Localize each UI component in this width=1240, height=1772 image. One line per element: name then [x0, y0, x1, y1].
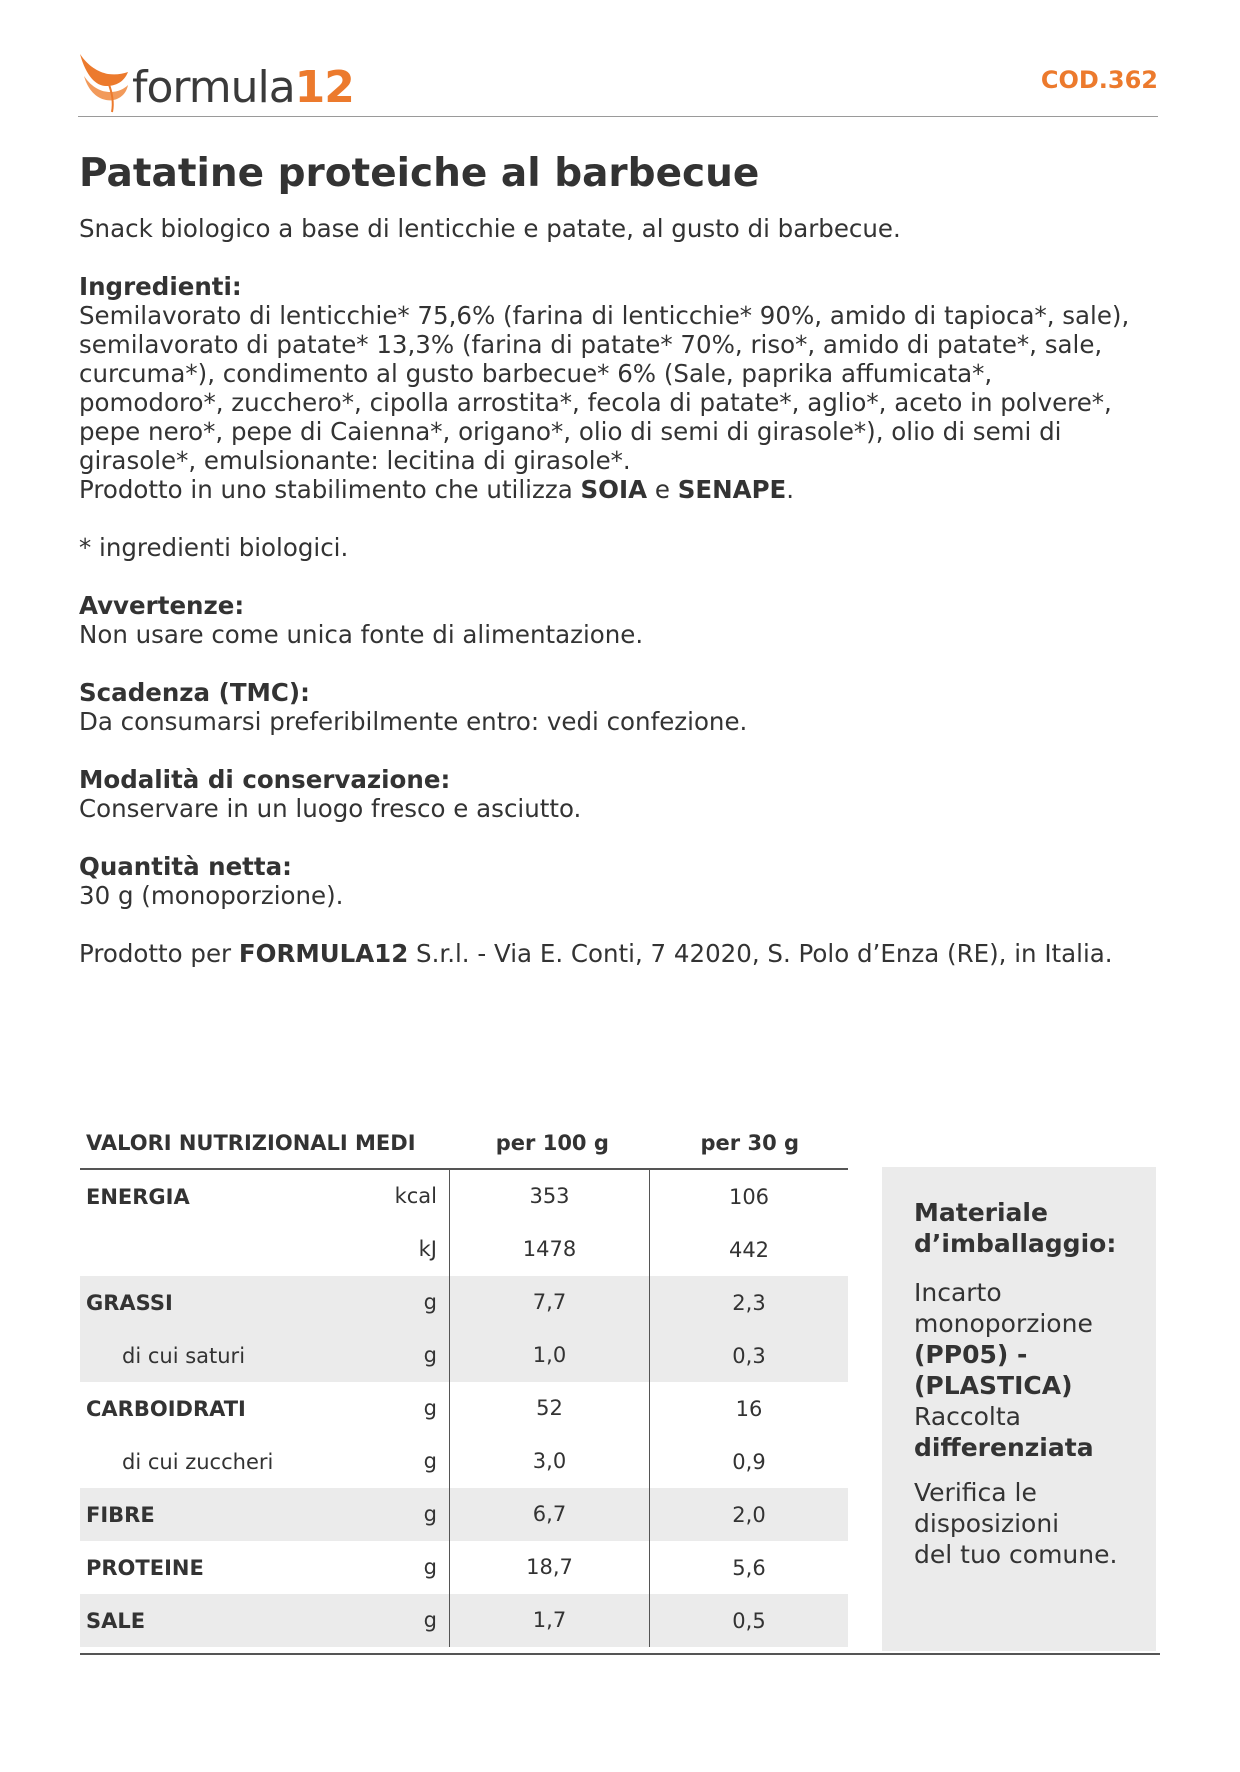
ingredients-line: pepe nero*, pepe di Caienna*, origano*, olio di semi di girasole*), olio di semi di: [79, 417, 1062, 446]
table-row: [80, 1541, 848, 1594]
butterfly-logo-icon: [78, 52, 136, 112]
table-row: [80, 1488, 848, 1541]
quantity-label: Quantità netta:: [79, 852, 292, 881]
quantity-text: 30 g (monoporzione).: [79, 881, 344, 910]
table-row: [80, 1223, 848, 1276]
nutrient-unit: g: [370, 1435, 450, 1488]
product-code: COD.362: [1040, 66, 1158, 94]
producer-text: Prodotto per FORMULA12 S.r.l. - Via E. Conti, 7 42020, S. Polo d’Enza (RE), in Italia.: [79, 939, 1113, 968]
nutrient-name: FIBRE: [86, 1502, 155, 1527]
nutrient-per30: 442: [728, 1237, 770, 1262]
nutrient-unit: kJ: [370, 1223, 450, 1276]
nutrient-per30: 16: [735, 1396, 763, 1421]
storage-text: Conservare in un luogo fresco e asciutto.: [79, 794, 582, 823]
nutrient-per100: 52: [450, 1382, 650, 1435]
nutrient-per100: 1478: [450, 1223, 650, 1276]
header-divider: [78, 116, 1158, 117]
ingredients-label: Ingredienti:: [79, 272, 242, 301]
nutrient-name: CARBOIDRATI: [86, 1396, 246, 1421]
ingredients-line: pomodoro*, zucchero*, cipolla arrostita*, fecola di patate*, aglio*, aceto in polvere*,: [79, 388, 1112, 417]
allergen-statement: Prodotto in uno stabilimento che utilizza SOIA e SENAPE.: [79, 475, 795, 504]
nutrient-per30: 5,6: [732, 1555, 766, 1580]
nutrient-per100: 7,7: [450, 1276, 650, 1329]
table-row: [80, 1170, 848, 1223]
warnings-text: Non usare come unica fonte di alimentazione.: [79, 620, 644, 649]
nutrition-table: [80, 1118, 848, 1647]
table-row: [80, 1594, 848, 1647]
nutrient-name: ENERGIA: [86, 1184, 190, 1209]
ingredients-line: curcuma*), condimento al gusto barbecue* 6% (Sale, paprika affumicata*,: [79, 359, 993, 388]
brand-wordmark: formula12: [132, 62, 354, 113]
expiry-section: [79, 678, 1159, 736]
ingredients-section: [79, 272, 1159, 562]
ingredients-line: Semilavorato di lenticchie* 75,6% (farina di lenticchie* 90%, amido di tapioca*, sale),: [79, 301, 1130, 330]
nutrient-per100: 18,7: [450, 1541, 650, 1594]
packaging-box: [882, 1167, 1156, 1651]
allergen-senape: SENAPE: [677, 475, 787, 504]
producer-company: FORMULA12: [238, 939, 409, 968]
storage-label: Modalità di conservazione:: [79, 765, 451, 794]
table-row: [80, 1382, 848, 1435]
nutrient-per100: 3,0: [450, 1435, 650, 1488]
table-bottom-divider: [80, 1653, 1160, 1655]
nutrient-unit: g: [370, 1541, 450, 1594]
nutrient-per100: 6,7: [450, 1488, 650, 1541]
nutrient-per30: 0,5: [732, 1608, 766, 1633]
ingredients-line: semilavorato di patate* 13,3% (farina di patate* 70%, riso*, amido di patate*, sale,: [79, 330, 1103, 359]
nutrition-header-title: VALORI NUTRIZIONALI MEDI: [86, 1131, 416, 1155]
main-content: [79, 150, 1159, 968]
ingredients-line: girasole*, emulsionante: lecitina di girasole*.: [79, 446, 631, 475]
warnings-label: Avvertenze:: [79, 591, 245, 620]
nutrient-unit: g: [370, 1594, 450, 1647]
quantity-section: [79, 852, 1159, 910]
nutrient-name: SALE: [86, 1608, 146, 1633]
producer-section: [79, 939, 1159, 968]
nutrition-table-header: [80, 1118, 848, 1170]
nutrient-per30: 0,9: [732, 1449, 766, 1474]
nutrient-name: PROTEINE: [86, 1555, 204, 1580]
nutrient-unit: g: [370, 1488, 450, 1541]
nutrient-name: di cui zuccheri: [122, 1449, 274, 1474]
warnings-section: [79, 591, 1159, 649]
product-description: Snack biologico a base di lenticchie e patate, al gusto di barbecue.: [79, 214, 901, 243]
table-row: [80, 1329, 848, 1382]
nutrient-per30: 0,3: [732, 1343, 766, 1368]
nutrient-name: GRASSI: [86, 1290, 173, 1315]
organic-note: * ingredienti biologici.: [79, 533, 349, 562]
packaging-note: Verifica le disposizioni del tuo comune.: [914, 1478, 1118, 1569]
brand-logo: [78, 42, 354, 112]
storage-section: [79, 765, 1159, 823]
nutrient-name: di cui saturi: [122, 1343, 246, 1368]
nutrient-per100: 1,0: [450, 1329, 650, 1382]
packaging-title: Materiale d’imballaggio:: [914, 1198, 1117, 1258]
nutrient-per100: 353: [450, 1170, 650, 1223]
table-row: [80, 1435, 848, 1488]
allergen-soia: SOIA: [580, 475, 648, 504]
nutrient-per100: 1,7: [450, 1594, 650, 1647]
nutrient-unit: g: [370, 1276, 450, 1329]
nutrient-unit: g: [370, 1329, 450, 1382]
nutrition-header-per30: per 30 g: [700, 1131, 800, 1155]
nutrient-unit: kcal: [370, 1170, 450, 1223]
nutrition-header-per100: per 100 g: [495, 1131, 609, 1155]
expiry-text: Da consumarsi preferibilmente entro: vedi confezione.: [79, 707, 748, 736]
header: [78, 42, 1158, 122]
nutrient-per30: 2,3: [732, 1290, 766, 1315]
nutrient-unit: g: [370, 1382, 450, 1435]
packaging-material: Incarto monoporzione (PP05) - (PLASTICA) Raccolta differenziata: [914, 1278, 1094, 1462]
page-title: Patatine proteiche al barbecue: [79, 151, 760, 196]
nutrient-per30: 106: [728, 1184, 770, 1209]
expiry-label: Scadenza (TMC):: [79, 678, 310, 707]
table-row: [80, 1276, 848, 1329]
nutrient-per30: 2,0: [732, 1502, 766, 1527]
